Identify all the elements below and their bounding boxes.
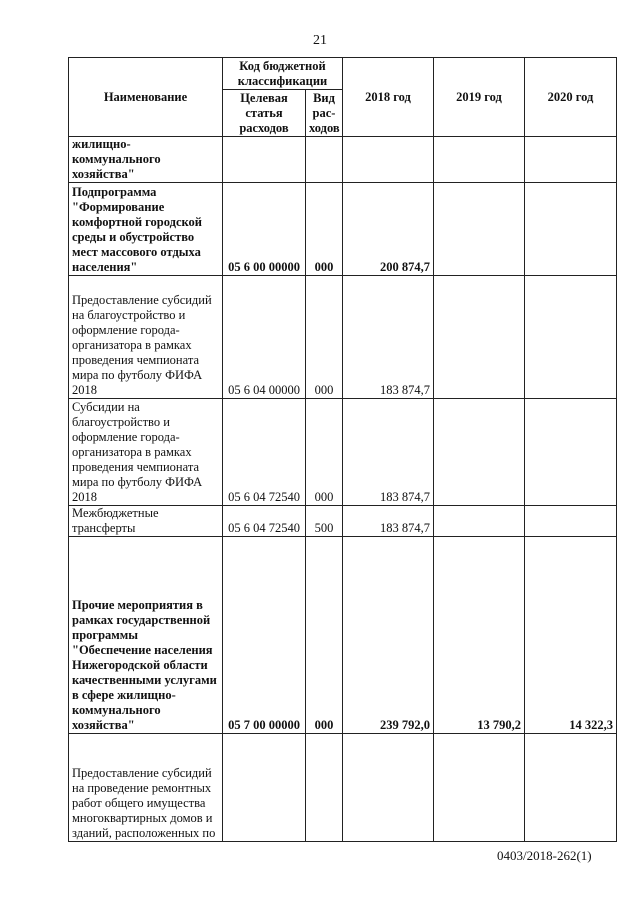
header-2018: 2018 год [343, 58, 434, 137]
header-target-article: Целевая статья расходов [223, 90, 306, 137]
row-code: 05 6 04 72540 [223, 506, 306, 537]
row-code: 05 6 04 72540 [223, 399, 306, 506]
header-expense-type: Вид рас-ходов [306, 90, 343, 137]
row-2018: 200 874,7 [343, 183, 434, 276]
row-name: Подпрограмма "Формирование комфортной городской среды и обустройство мест массового отдыха населения" [69, 183, 223, 276]
row-2018 [343, 734, 434, 842]
row-2018: 239 792,0 [343, 537, 434, 734]
table-row [69, 183, 617, 276]
row-code [223, 137, 306, 183]
row-name: жилищно-коммунального хозяйства" [69, 137, 223, 183]
row-2019: 13 790,2 [434, 537, 525, 734]
row-2018 [343, 137, 434, 183]
row-type: 000 [306, 183, 343, 276]
row-2020 [525, 506, 617, 537]
row-2019 [434, 399, 525, 506]
row-type [306, 734, 343, 842]
row-type [306, 137, 343, 183]
table-row [69, 506, 617, 537]
header-budget-code: Код бюджетной классификации [223, 58, 343, 90]
row-2018: 183 874,7 [343, 506, 434, 537]
row-name: Предоставление субсидий на проведение ремонтных работ общего имущества многоквартирных домов и зданий, расположенных по [69, 734, 223, 842]
header-2020: 2020 год [525, 58, 617, 137]
row-code [223, 734, 306, 842]
row-2020: 14 322,3 [525, 537, 617, 734]
header-2019: 2019 год [434, 58, 525, 137]
row-type: 500 [306, 506, 343, 537]
row-2018: 183 874,7 [343, 276, 434, 399]
document-code: 0403/2018-262(1) [497, 848, 592, 863]
row-name: Прочие мероприятия в рамках государственной программы "Обеспечение населения Нижегородской области качественными услугами в сфере жилищно-коммунального хозяйства" [69, 537, 223, 734]
header-name: Наименование [69, 58, 223, 137]
row-type: 000 [306, 276, 343, 399]
table-row [69, 537, 617, 734]
page-number: 21 [313, 33, 327, 48]
row-code: 05 7 00 00000 [223, 537, 306, 734]
row-name: Субсидии на благоустройство и оформление города-организатора в рамках проведения чемпионата мира по футболу ФИФА 2018 [69, 399, 223, 506]
table-row [69, 137, 617, 183]
row-2019 [434, 276, 525, 399]
row-2020 [525, 183, 617, 276]
row-type: 000 [306, 537, 343, 734]
row-2020 [525, 276, 617, 399]
row-2019 [434, 506, 525, 537]
row-code: 05 6 04 00000 [223, 276, 306, 399]
row-2018: 183 874,7 [343, 399, 434, 506]
row-2019 [434, 183, 525, 276]
table-row [69, 734, 617, 842]
row-type: 000 [306, 399, 343, 506]
row-2020 [525, 399, 617, 506]
budget-table [68, 57, 617, 842]
row-2020 [525, 137, 617, 183]
row-name: Предоставление субсидий на благоустройство и оформление города-организатора в рамках проведения чемпионата мира по футболу ФИФА 2018 [69, 276, 223, 399]
row-name: Межбюджетные трансферты [69, 506, 223, 537]
row-2020 [525, 734, 617, 842]
table-row [69, 399, 617, 506]
row-code: 05 6 00 00000 [223, 183, 306, 276]
row-2019 [434, 734, 525, 842]
row-2019 [434, 137, 525, 183]
table-row [69, 276, 617, 399]
